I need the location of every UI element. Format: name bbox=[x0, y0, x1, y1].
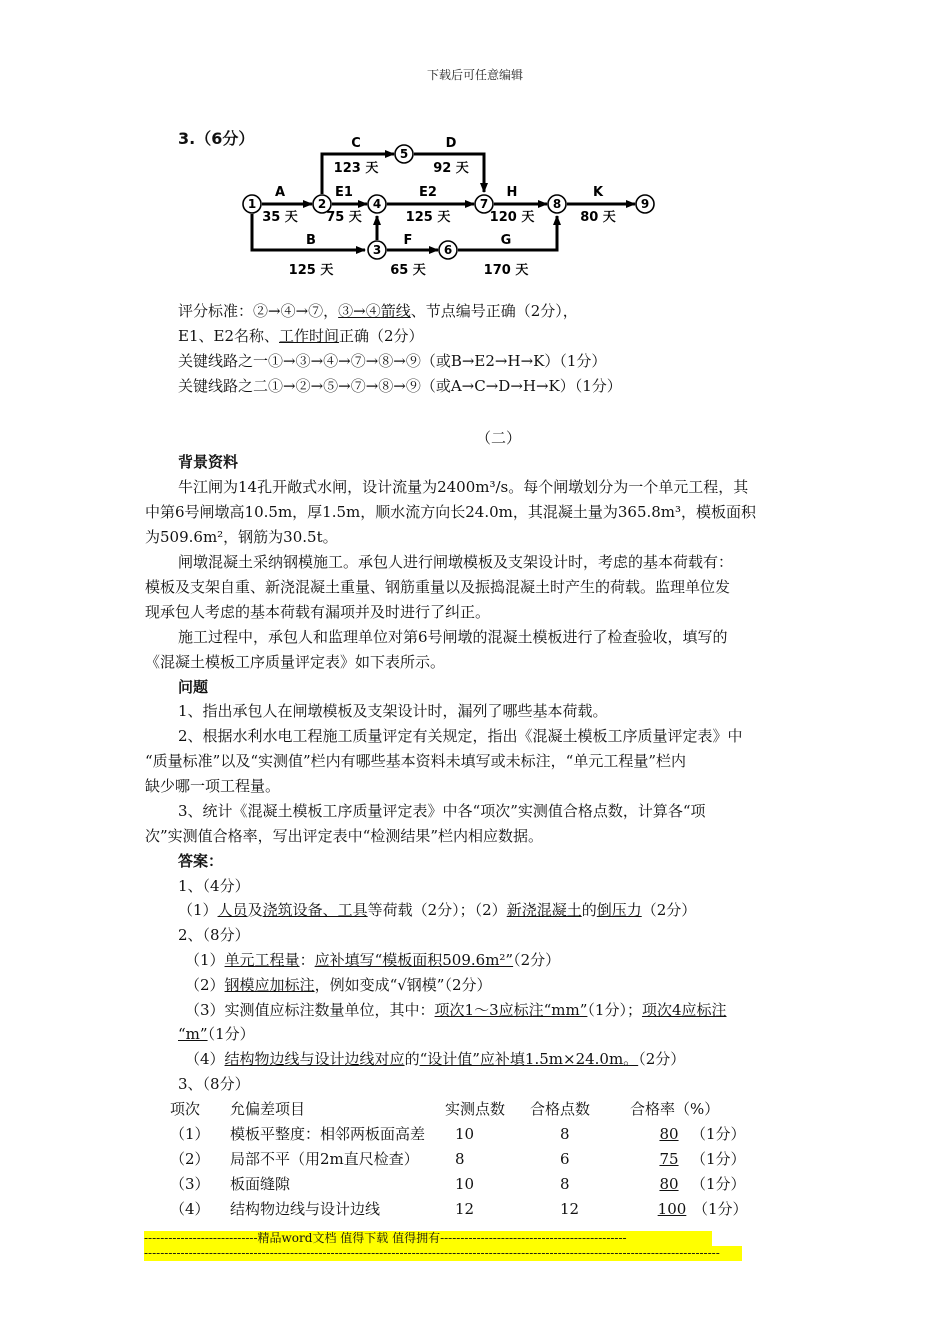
table-row: （3） 板面缝隙 10 8 80 （1分） bbox=[170, 1175, 746, 1193]
answer-2-item-1: （1）单元工程量：应补填写“模板面积509.6m²”（2分） bbox=[185, 951, 561, 969]
background-p2-l2: 模板及支架自重、新浇混凝土重量、钢筋重量以及振捣混凝土时产生的荷载。监理单位发 bbox=[145, 578, 731, 596]
scoring-line-2: E1、E2名称、工作时间正确（2分） bbox=[178, 327, 424, 345]
label-F-dur: 65 天 bbox=[390, 263, 426, 278]
node-1: 1 bbox=[247, 197, 257, 211]
question-3-l2: 次”实测值合格率，写出评定表中“检测结果”栏内相应数据。 bbox=[145, 827, 544, 845]
label-A: A bbox=[274, 185, 286, 200]
label-G: G bbox=[500, 233, 512, 248]
question-2-l1: 2、根据水利水电工程施工质量评定有关规定，指出《混凝土模板工序质量评定表》中 bbox=[178, 727, 743, 745]
label-E1-dur: 75 天 bbox=[326, 210, 362, 225]
network-diagram bbox=[238, 126, 668, 286]
label-K-dur: 80 天 bbox=[580, 210, 616, 225]
table-row: （1） 模板平整度：相邻两板面高差 10 8 80 （1分） bbox=[170, 1125, 746, 1143]
scoring-line-1: 评分标准：②→④→⑦，③→④箭线、节点编号正确（2分）， bbox=[178, 302, 578, 320]
answer-2-item-3-cont: “m”（1分） bbox=[178, 1025, 255, 1043]
col-item: 允偏差项目 bbox=[230, 1100, 306, 1118]
background-p2-l3: 现承包人考虑的基本荷载有漏项并及时进行了纠正。 bbox=[145, 603, 491, 621]
label-D: D bbox=[445, 136, 457, 151]
col-measured: 实测点数 bbox=[445, 1100, 506, 1118]
page-header: 下载后可任意编辑 bbox=[426, 68, 523, 82]
table-header-row bbox=[170, 1099, 730, 1119]
question-1: 1、指出承包人在闸墩模板及支架设计时，漏列了哪些基本荷载。 bbox=[178, 702, 608, 720]
answers-title: 答案： bbox=[178, 852, 224, 870]
label-A-dur: 35 天 bbox=[262, 210, 298, 225]
answer-3-head: 3、（8分） bbox=[178, 1075, 250, 1093]
node-3: 3 bbox=[372, 243, 382, 257]
label-E2-dur: 125 天 bbox=[405, 210, 451, 225]
background-p3-l1: 施工过程中，承包人和监理单位对第6号闸墩的混凝土模板进行了检查验收，填写的 bbox=[178, 628, 728, 646]
node-2: 2 bbox=[317, 197, 327, 211]
table-row: （2） 局部不平（用2m直尺检查） 8 6 75 （1分） bbox=[170, 1150, 746, 1168]
table-row: （4） 结构物边线与设计边线 12 12 100 （1分） bbox=[170, 1200, 748, 1218]
label-E1: E1 bbox=[335, 185, 353, 200]
question-3-label: 3.（6分） bbox=[178, 129, 255, 148]
label-G-dur: 170 天 bbox=[483, 263, 529, 278]
footer-line-2: ---------------------------------------------------------------------------------------------------------------------------------------------- bbox=[144, 1246, 742, 1261]
background-title: 背景资料 bbox=[178, 453, 239, 471]
background-p1-l2: 中第6号闸墩高10.5m，厚1.5m，顺水流方向长24.0m，其混凝土量为365.8m³，模板面积 bbox=[145, 503, 757, 521]
label-C-dur: 123 天 bbox=[333, 161, 379, 176]
label-H-dur: 120 天 bbox=[489, 210, 535, 225]
label-K: K bbox=[592, 185, 604, 200]
answer-2-item-3: （3）实测值应标注数量单位，其中：项次1～3应标注“mm”（1分）；项次4应标注 bbox=[185, 1001, 727, 1019]
footer-line-1: ----------------------------精品word文档 值得下载 值得拥有---------------------------------------------- bbox=[144, 1231, 712, 1246]
question-3-l1: 3、统计《混凝土模板工序质量评定表》中各“项次”实测值合格点数，计算各“项 bbox=[178, 802, 706, 820]
label-E2: E2 bbox=[419, 185, 437, 200]
section-title: （二） bbox=[476, 429, 522, 447]
label-D-dur: 92 天 bbox=[433, 161, 469, 176]
question-2-l3: 缺少哪一项工程量。 bbox=[145, 777, 281, 795]
node-9: 9 bbox=[640, 197, 650, 211]
answer-2-head: 2、（8分） bbox=[178, 926, 250, 944]
questions-title: 问题 bbox=[178, 678, 209, 696]
answer-2-item-4: （4）结构物边线与设计边线对应的“设计值”应补填1.5m×24.0m。（2分） bbox=[185, 1050, 686, 1068]
node-4: 4 bbox=[372, 197, 382, 211]
label-B: B bbox=[306, 233, 316, 248]
col-no: 项次 bbox=[170, 1100, 201, 1118]
node-8: 8 bbox=[552, 197, 562, 211]
col-qualified: 合格点数 bbox=[530, 1100, 591, 1118]
node-7: 7 bbox=[479, 197, 489, 211]
node-6: 6 bbox=[443, 243, 453, 257]
critical-path-2: 关键线路之二①→②→⑤→⑦→⑧→⑨（或A→C→D→H→K）（1分） bbox=[178, 377, 622, 395]
label-F: F bbox=[403, 233, 413, 248]
answer-1-head: 1、（4分） bbox=[178, 877, 250, 895]
background-p2-l1: 闸墩混凝土采纳钢模施工。承包人进行闸墩模板及支架设计时，考虑的基本荷载有： bbox=[178, 553, 734, 571]
question-2-l2: “质量标准”以及“实测值”栏内有哪些基本资料未填写或未标注，“单元工程量”栏内 bbox=[145, 752, 687, 770]
background-p3-l2: 《混凝土模板工序质量评定表》如下表所示。 bbox=[145, 653, 446, 671]
label-B-dur: 125 天 bbox=[288, 263, 334, 278]
background-p1-l3: 为509.6m²，钢筋为30.5t。 bbox=[145, 528, 338, 546]
answer-2-item-2: （2）钢模应加标注，例如变成“√钢模”（2分） bbox=[185, 976, 492, 994]
col-rate: 合格率（%） bbox=[630, 1100, 720, 1118]
answer-1-body: （1）人员及浇筑设备、工具等荷载（2分）；（2）新浇混凝土的倒压力（2分） bbox=[178, 901, 697, 919]
label-H: H bbox=[506, 185, 518, 200]
critical-path-1: 关键线路之一①→③→④→⑦→⑧→⑨（或B→E2→H→K）（1分） bbox=[178, 352, 607, 370]
background-p1-l1: 牛江闸为14孔开敞式水闸，设计流量为2400m³/s。每个闸墩划分为一个单元工程，其 bbox=[178, 478, 749, 496]
label-C: C bbox=[351, 136, 361, 151]
node-5: 5 bbox=[399, 147, 409, 161]
